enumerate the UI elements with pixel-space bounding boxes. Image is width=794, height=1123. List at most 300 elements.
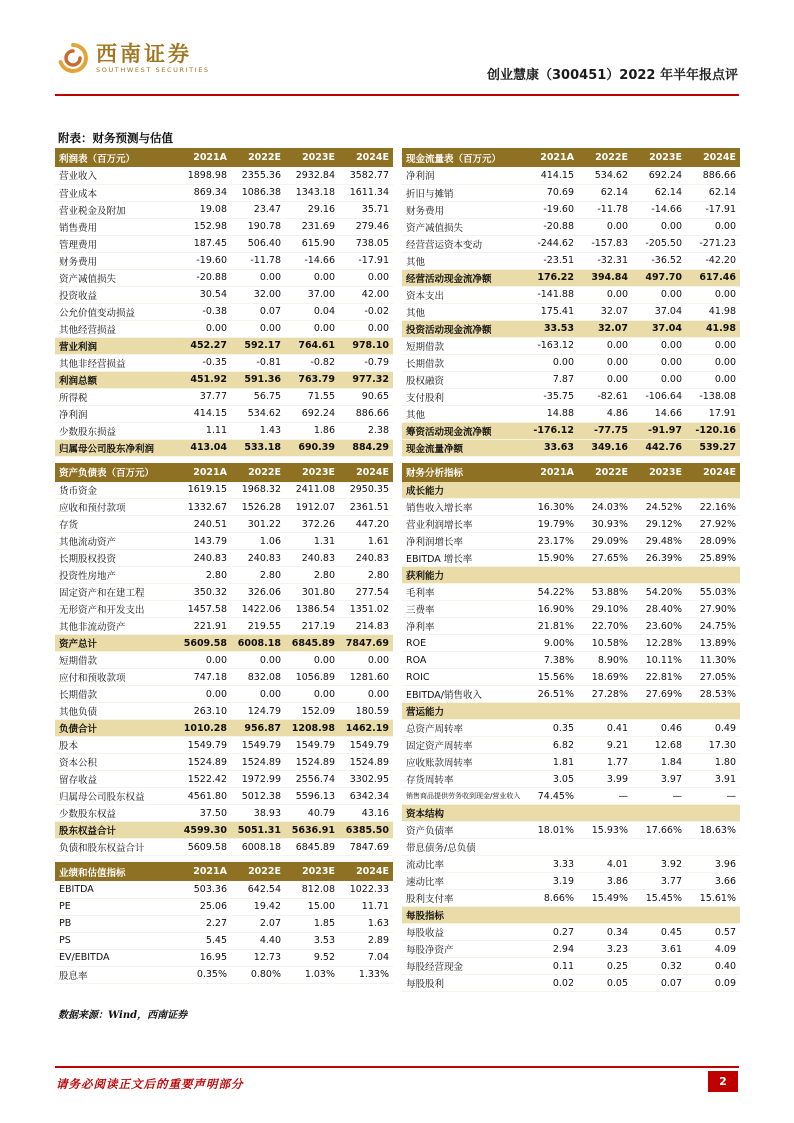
table-row <box>55 635 393 652</box>
row-label: 营运能力 <box>402 703 524 720</box>
table-row <box>402 388 740 405</box>
table-row <box>55 898 393 915</box>
cell-value: 978.10 <box>339 337 393 354</box>
table-row <box>55 618 393 635</box>
cell-value: 3.23 <box>578 941 632 958</box>
row-label: EBITDA/销售收入 <box>402 686 524 703</box>
table-header-row <box>55 862 393 881</box>
row-label: 其他非经营损益 <box>55 354 177 371</box>
row-label: 投资收益 <box>55 286 177 303</box>
cell-value: -32.31 <box>578 252 632 269</box>
cell-value: 442.76 <box>632 439 686 456</box>
column-header: 2024E <box>686 463 740 482</box>
row-label: PS <box>55 932 177 949</box>
column-header: 2024E <box>686 148 740 167</box>
cell-value: 56.75 <box>231 388 285 405</box>
cell-value: 74.45% <box>524 788 578 805</box>
cell-value <box>686 805 740 822</box>
column-header: 2021A <box>524 148 578 167</box>
cell-value: 0.05 <box>578 975 632 992</box>
cell-value: 33.53 <box>524 320 578 337</box>
cell-value: 41.98 <box>686 320 740 337</box>
financial-table <box>402 148 740 457</box>
row-label: 长期股权投资 <box>55 550 177 567</box>
cell-value: 414.15 <box>177 405 231 422</box>
row-label: 负债合计 <box>55 720 177 737</box>
column-header: 2021A <box>177 862 231 881</box>
cell-value: 0.00 <box>339 320 393 337</box>
cell-value: 1.61 <box>339 533 393 550</box>
cell-value: 372.26 <box>285 516 339 533</box>
table-row <box>402 550 740 567</box>
row-label: 资本支出 <box>402 286 524 303</box>
table-row <box>55 184 393 201</box>
cell-value: 2.80 <box>177 567 231 584</box>
cell-value: 592.17 <box>231 337 285 354</box>
row-label: ROIC <box>402 669 524 686</box>
table-row <box>402 873 740 890</box>
cell-value: 17.66% <box>632 822 686 839</box>
row-label: 成长能力 <box>402 482 524 499</box>
table-row <box>402 184 740 201</box>
row-label: 固定资产和在建工程 <box>55 584 177 601</box>
cell-value: 0.04 <box>285 303 339 320</box>
cell-value: -271.23 <box>686 235 740 252</box>
cell-value: -0.38 <box>177 303 231 320</box>
table-row <box>55 320 393 337</box>
cell-value: 0.00 <box>231 269 285 286</box>
table-row <box>402 371 740 388</box>
table-row <box>55 354 393 371</box>
cell-value: 32.07 <box>578 303 632 320</box>
cell-value: 53.88% <box>578 584 632 601</box>
cell-value: 5012.38 <box>231 788 285 805</box>
cell-value: 0.00 <box>578 337 632 354</box>
cell-value: 29.12% <box>632 516 686 533</box>
cell-value: 219.55 <box>231 618 285 635</box>
cell-value: 301.22 <box>231 516 285 533</box>
cell-value: 10.58% <box>578 635 632 652</box>
cell-value <box>632 567 686 584</box>
row-label: 其他负债 <box>55 703 177 720</box>
cell-value: 18.01% <box>524 822 578 839</box>
cell-value: 41.98 <box>686 303 740 320</box>
row-label: 投资性房地产 <box>55 567 177 584</box>
cell-value: 0.57 <box>686 924 740 941</box>
cell-value: 2556.74 <box>285 771 339 788</box>
cell-value: 3.05 <box>524 771 578 788</box>
table-row <box>402 788 740 805</box>
row-label: 应收和预付款项 <box>55 499 177 516</box>
cell-value: 263.10 <box>177 703 231 720</box>
table-row <box>402 354 740 371</box>
cell-value <box>632 839 686 856</box>
cell-value: 7847.69 <box>339 839 393 856</box>
cell-value: 28.09% <box>686 533 740 550</box>
cell-value: 394.84 <box>578 269 632 286</box>
table-row <box>402 669 740 686</box>
cell-value <box>524 839 578 856</box>
cell-value: 35.71 <box>339 201 393 218</box>
row-label: 销售费用 <box>55 218 177 235</box>
cell-value: 1.80 <box>686 754 740 771</box>
brand-logo <box>57 42 210 74</box>
cell-value: 326.06 <box>231 584 285 601</box>
table-row <box>402 771 740 788</box>
cell-value: 3.33 <box>524 856 578 873</box>
table-row <box>55 499 393 516</box>
column-header: 2024E <box>339 463 393 482</box>
cell-value: 3582.77 <box>339 167 393 184</box>
table-header-row <box>55 148 393 167</box>
cell-value: 413.04 <box>177 439 231 456</box>
cell-value: 3.96 <box>686 856 740 873</box>
cell-value: 539.27 <box>686 439 740 456</box>
table-row <box>55 482 393 499</box>
cell-value: 23.47 <box>231 201 285 218</box>
cell-value: 886.66 <box>686 167 740 184</box>
cell-value: 7.38% <box>524 652 578 669</box>
table-title: 业绩和估值指标 <box>55 862 177 881</box>
table-row <box>402 754 740 771</box>
cell-value: 0.11 <box>524 958 578 975</box>
table-row <box>55 567 393 584</box>
row-label: 资产减值损失 <box>402 218 524 235</box>
cell-value: 240.83 <box>231 550 285 567</box>
cell-value: 25.06 <box>177 898 231 915</box>
cell-value: 0.00 <box>285 320 339 337</box>
row-label: 经营活动现金流净额 <box>402 269 524 286</box>
row-label: 营业税金及附加 <box>55 201 177 218</box>
cell-value: -82.61 <box>578 388 632 405</box>
cell-value: 0.00 <box>524 354 578 371</box>
cell-value: 6845.89 <box>285 635 339 652</box>
cell-value: 0.00 <box>285 269 339 286</box>
row-label: 资本结构 <box>402 805 524 822</box>
column-header: 2023E <box>285 463 339 482</box>
cell-value: 37.50 <box>177 805 231 822</box>
cell-value: 3.99 <box>578 771 632 788</box>
cell-value: 1.06 <box>231 533 285 550</box>
table-row <box>55 252 393 269</box>
cell-value: 3.91 <box>686 771 740 788</box>
table-row <box>402 890 740 907</box>
cell-value: 1386.54 <box>285 601 339 618</box>
cell-value: 12.28% <box>632 635 686 652</box>
cell-value: 19.79% <box>524 516 578 533</box>
cell-value: 37.00 <box>285 286 339 303</box>
cell-value <box>686 907 740 924</box>
cell-value: 6.82 <box>524 737 578 754</box>
cell-value: 1.33% <box>339 966 393 983</box>
row-label: 销售收入增长率 <box>402 499 524 516</box>
table-row <box>402 516 740 533</box>
cell-value: 15.90% <box>524 550 578 567</box>
cell-value: 16.90% <box>524 601 578 618</box>
row-label: 每股股利 <box>402 975 524 992</box>
row-label: 短期借款 <box>55 652 177 669</box>
row-label: 股本 <box>55 737 177 754</box>
cell-value: 6342.34 <box>339 788 393 805</box>
cell-value: 12.68 <box>632 737 686 754</box>
cell-value: 0.49 <box>686 720 740 737</box>
table-row <box>402 422 740 439</box>
table-row <box>55 669 393 686</box>
table-row <box>402 856 740 873</box>
row-label: 归属母公司股东净利润 <box>55 439 177 456</box>
row-label: 应付和预收款项 <box>55 669 177 686</box>
cell-value: 0.35 <box>524 720 578 737</box>
cell-value: 1010.28 <box>177 720 231 737</box>
cell-value: 4.86 <box>578 405 632 422</box>
cell-value: 3.53 <box>285 932 339 949</box>
brand-text <box>96 42 210 74</box>
row-label: 净利润 <box>402 167 524 184</box>
table-row <box>402 907 740 924</box>
cell-value: 37.04 <box>632 320 686 337</box>
table-row <box>55 516 393 533</box>
cell-value <box>578 805 632 822</box>
cell-value: -77.75 <box>578 422 632 439</box>
cell-value: 6008.18 <box>231 839 285 856</box>
footer-disclaimer: 请务必阅读正文后的重要声明部分 <box>56 1077 244 1091</box>
cell-value: 0.00 <box>686 286 740 303</box>
cell-value: 0.00 <box>632 337 686 354</box>
cell-value: 6385.50 <box>339 822 393 839</box>
financial-table <box>402 463 740 993</box>
cell-value: 62.14 <box>686 184 740 201</box>
cell-value: -19.60 <box>524 201 578 218</box>
table-row <box>55 201 393 218</box>
table-row <box>55 966 393 983</box>
row-label: 筹资活动现金流净额 <box>402 422 524 439</box>
financial-table <box>55 463 393 857</box>
cell-value <box>524 805 578 822</box>
cell-value: -17.91 <box>686 201 740 218</box>
cell-value: -120.16 <box>686 422 740 439</box>
column-header: 2021A <box>177 463 231 482</box>
cell-value: 692.24 <box>285 405 339 422</box>
cell-value: -0.02 <box>339 303 393 320</box>
cell-value: 3.92 <box>632 856 686 873</box>
row-label: 资产负债率 <box>402 822 524 839</box>
table-row <box>55 422 393 439</box>
cell-value: 15.93% <box>578 822 632 839</box>
table-row <box>55 686 393 703</box>
cell-value: 0.00 <box>686 371 740 388</box>
cell-value: 29.09% <box>578 533 632 550</box>
cell-value: 0.27 <box>524 924 578 941</box>
cell-value: 0.34 <box>578 924 632 941</box>
cell-value: -106.64 <box>632 388 686 405</box>
row-label: 股东权益合计 <box>55 822 177 839</box>
cell-value: 4599.30 <box>177 822 231 839</box>
cell-value: -42.20 <box>686 252 740 269</box>
cell-value: -244.62 <box>524 235 578 252</box>
table-row <box>402 635 740 652</box>
table-row <box>402 958 740 975</box>
table-row <box>55 388 393 405</box>
cell-value: 0.07 <box>231 303 285 320</box>
cell-value: 503.36 <box>177 881 231 898</box>
row-label: 净利润 <box>55 405 177 422</box>
cell-value: 22.70% <box>578 618 632 635</box>
cell-value: 24.52% <box>632 499 686 516</box>
cell-value: 15.00 <box>285 898 339 915</box>
cell-value: 18.69% <box>578 669 632 686</box>
cell-value: 747.18 <box>177 669 231 686</box>
cell-value: 5.45 <box>177 932 231 949</box>
cell-value: 1968.32 <box>231 482 285 499</box>
cell-value: 2.80 <box>285 567 339 584</box>
cell-value: 764.61 <box>285 337 339 354</box>
cell-value: 7.87 <box>524 371 578 388</box>
cell-value: 1549.79 <box>231 737 285 754</box>
row-label: 其他 <box>402 303 524 320</box>
cell-value: -11.78 <box>578 201 632 218</box>
cell-value <box>632 907 686 924</box>
cell-value: 2361.51 <box>339 499 393 516</box>
footer-divider <box>55 1066 739 1068</box>
cell-value: — <box>578 788 632 805</box>
table-row <box>55 269 393 286</box>
cell-value: 0.00 <box>686 354 740 371</box>
cell-value: 301.80 <box>285 584 339 601</box>
table-row <box>402 499 740 516</box>
cell-value: 27.28% <box>578 686 632 703</box>
cell-value: 27.69% <box>632 686 686 703</box>
cell-value: 217.19 <box>285 618 339 635</box>
table-header-row <box>55 463 393 482</box>
cell-value: 19.42 <box>231 898 285 915</box>
row-label: 营业收入 <box>55 167 177 184</box>
cell-value: 38.93 <box>231 805 285 822</box>
cell-value: 5609.58 <box>177 635 231 652</box>
cell-value: -20.88 <box>177 269 231 286</box>
cell-value: 5636.91 <box>285 822 339 839</box>
cell-value: 642.54 <box>231 881 285 898</box>
table-row <box>402 941 740 958</box>
cell-value: -11.78 <box>231 252 285 269</box>
cell-value: 533.18 <box>231 439 285 456</box>
cell-value: 5596.13 <box>285 788 339 805</box>
row-label: 销售商品提供劳务收到现金/营业收入 <box>402 788 524 805</box>
cell-value: 4.09 <box>686 941 740 958</box>
cell-value: -23.51 <box>524 252 578 269</box>
cell-value: 30.54 <box>177 286 231 303</box>
cell-value: 0.00 <box>632 218 686 235</box>
cell-value: 1.11 <box>177 422 231 439</box>
row-label: 净利润增长率 <box>402 533 524 550</box>
cell-value: 21.81% <box>524 618 578 635</box>
table-row <box>55 303 393 320</box>
cell-value: 24.03% <box>578 499 632 516</box>
cell-value: 40.79 <box>285 805 339 822</box>
cell-value: 0.00 <box>339 686 393 703</box>
cell-value: 1549.79 <box>285 737 339 754</box>
cell-value: 832.08 <box>231 669 285 686</box>
table-row <box>55 932 393 949</box>
row-label: 速动比率 <box>402 873 524 890</box>
cell-value: 0.00 <box>632 286 686 303</box>
cell-value: 240.83 <box>285 550 339 567</box>
table-row <box>402 567 740 584</box>
cell-value: 884.29 <box>339 439 393 456</box>
cell-value: 1524.89 <box>231 754 285 771</box>
cell-value: 3.61 <box>632 941 686 958</box>
cell-value: 0.25 <box>578 958 632 975</box>
table-row <box>402 337 740 354</box>
table-row <box>402 839 740 856</box>
cell-value: 4.01 <box>578 856 632 873</box>
table-row <box>55 584 393 601</box>
financial-table <box>55 862 393 984</box>
cell-value <box>524 703 578 720</box>
cell-value <box>632 482 686 499</box>
cell-value: 0.00 <box>177 686 231 703</box>
cell-value: 2355.36 <box>231 167 285 184</box>
cell-value: 1611.34 <box>339 184 393 201</box>
cell-value: 29.16 <box>285 201 339 218</box>
cell-value: 32.07 <box>578 320 632 337</box>
cell-value: 23.60% <box>632 618 686 635</box>
cell-value: -14.66 <box>632 201 686 218</box>
table-row <box>55 703 393 720</box>
table-row <box>402 405 740 422</box>
header-divider <box>55 94 739 96</box>
cell-value: 0.32 <box>632 958 686 975</box>
cell-value: 279.46 <box>339 218 393 235</box>
cell-value: 9.00% <box>524 635 578 652</box>
cell-value: 1022.33 <box>339 881 393 898</box>
cell-value: 447.20 <box>339 516 393 533</box>
cell-value: 0.00 <box>686 218 740 235</box>
row-label: 流动比率 <box>402 856 524 873</box>
cell-value: 0.00 <box>285 686 339 703</box>
table-row <box>402 822 740 839</box>
table-row <box>402 737 740 754</box>
cell-value: 1526.28 <box>231 499 285 516</box>
cell-value: -35.75 <box>524 388 578 405</box>
table-row <box>402 924 740 941</box>
cell-value <box>578 703 632 720</box>
cell-value: 0.07 <box>632 975 686 992</box>
table-row <box>402 533 740 550</box>
cell-value: 26.39% <box>632 550 686 567</box>
cell-value: 19.08 <box>177 201 231 218</box>
row-label: 每股指标 <box>402 907 524 924</box>
cell-value: 14.66 <box>632 405 686 422</box>
cell-value: -141.88 <box>524 286 578 303</box>
cell-value: 3.77 <box>632 873 686 890</box>
cell-value: 22.16% <box>686 499 740 516</box>
table-row <box>55 337 393 354</box>
cell-value: 28.53% <box>686 686 740 703</box>
cell-value: 30.93% <box>578 516 632 533</box>
cell-value: 27.05% <box>686 669 740 686</box>
cell-value: 1332.67 <box>177 499 231 516</box>
table-row <box>55 949 393 966</box>
cell-value: 2.38 <box>339 422 393 439</box>
row-label: EV/EBITDA <box>55 949 177 966</box>
cell-value: 11.30% <box>686 652 740 669</box>
cell-value: 27.90% <box>686 601 740 618</box>
row-label: 资产减值损失 <box>55 269 177 286</box>
cell-value: 617.46 <box>686 269 740 286</box>
cell-value <box>524 567 578 584</box>
cell-value: -0.81 <box>231 354 285 371</box>
financial-tables <box>55 148 739 998</box>
